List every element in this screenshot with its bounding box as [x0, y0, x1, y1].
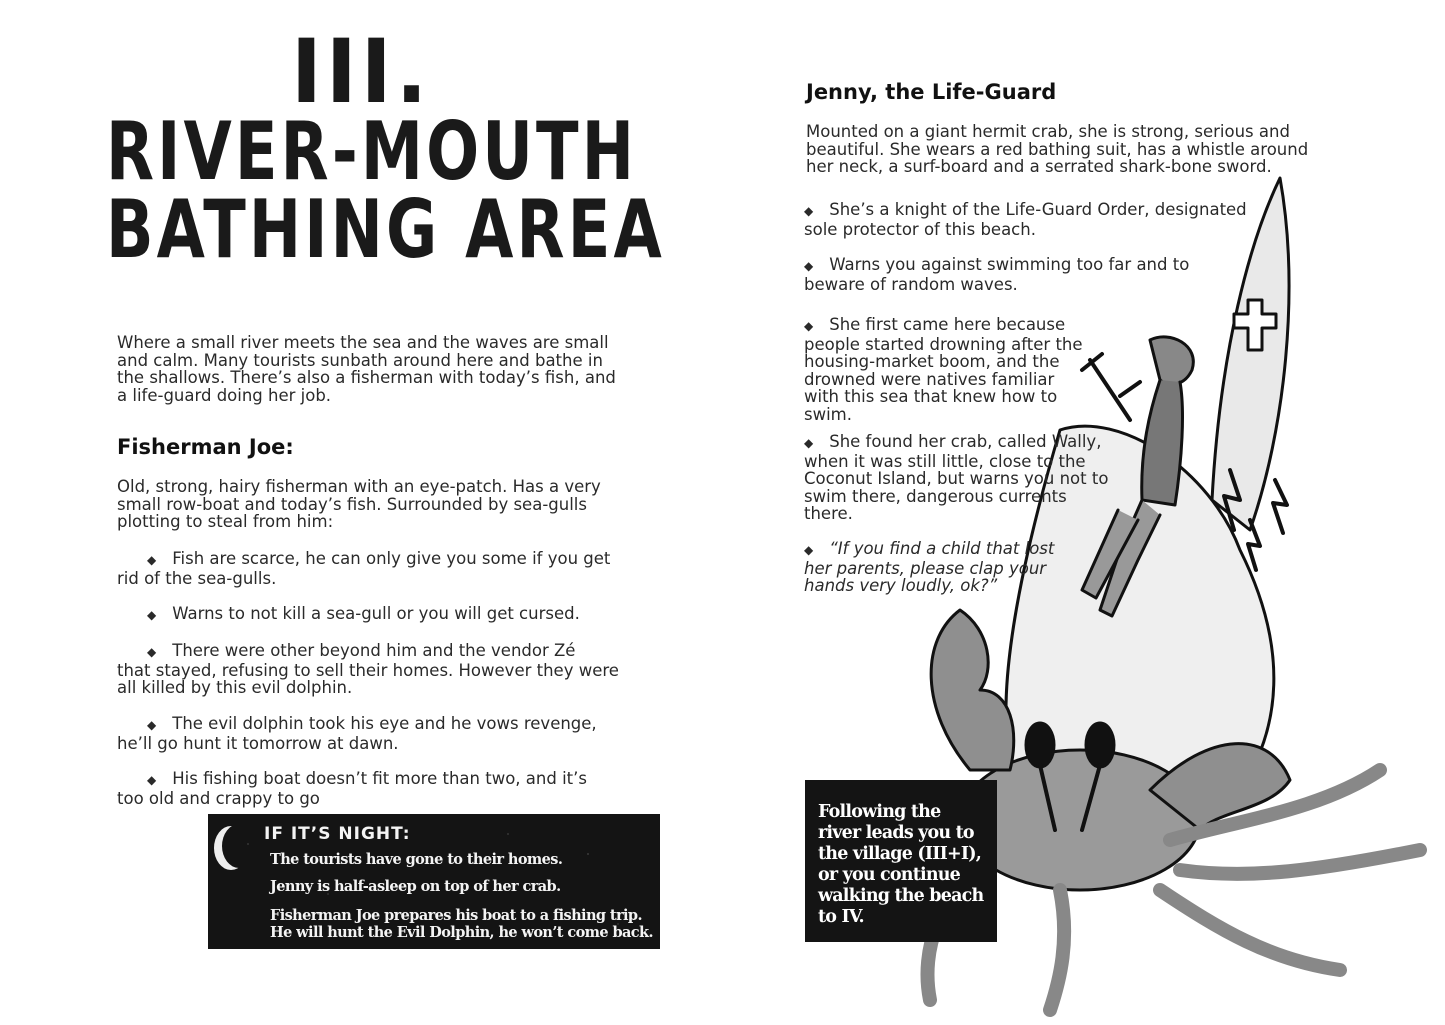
description-line: beautiful. She wears a red bathing suit, has a whistle around [806, 139, 1309, 159]
chapter-title-line-2: BATHING AREA [106, 183, 665, 276]
lifeguard-bullet: ◆ Warns you against swimming too far and to beware of random waves. [804, 255, 1190, 294]
intro-line: and calm. Many tourists sunbath around here and bathe in [117, 350, 603, 370]
bullet-icon: ◆ [804, 543, 814, 557]
lifeguard-bullet: ◆ She first came here because people started drowning after the housing-market boom, and the drowned were natives familiar with this sea that knew how to swim. [804, 315, 1083, 424]
fisherman-bullet: ◆ His fishing boat doesn’t fit more than two, and it’s too old and crappy to go [117, 769, 587, 808]
bullet-icon: ◆ [804, 319, 814, 333]
night-info-box [208, 814, 660, 949]
intro-paragraph [117, 334, 616, 404]
chapter-number: III. [290, 20, 432, 123]
intro-line: Where a small river meets the sea and the waves are small [117, 333, 609, 352]
night-line: The tourists have gone to their homes. [270, 851, 563, 868]
lifeguard-heading: Jenny, the Life-Guard [806, 80, 1057, 104]
bullet-icon: ◆ [804, 436, 814, 450]
fisherman-bullet: ◆ The evil dolphin took his eye and he vows revenge, he’ll go hunt it tomorrow at dawn. [117, 714, 597, 753]
crab-claw-left [931, 610, 1014, 770]
chapter-title-line-1: RIVER-MOUTH [106, 105, 638, 198]
fisherman-bullet: ◆ Warns to not kill a sea-gull or you will get cursed. [147, 604, 580, 623]
intro-line: a life-guard doing her job. [117, 385, 332, 405]
directions-box [805, 780, 997, 942]
description-line: Old, strong, hairy fisherman with an eye-patch. Has a very [117, 477, 601, 496]
bullet-icon: ◆ [147, 718, 157, 732]
description-line: her neck, a surf-board and a serrated shark-bone sword. [806, 157, 1272, 176]
lifeguard-description [806, 123, 1308, 176]
fisherman-description [117, 478, 601, 531]
intro-line: the shallows. There’s also a fisherman with today’s fish, and [117, 368, 616, 387]
lifeguard-bullet: ◆ She found her crab, called Wally, when it was still little, close to the Coconut Island, but warns you not to swim there, dangerous currents there. [804, 432, 1109, 523]
bullet-icon: ◆ [147, 645, 157, 659]
description-line: Mounted on a giant hermit crab, she is strong, serious and [806, 122, 1290, 141]
bullet-icon: ◆ [147, 553, 157, 567]
description-line: small row-boat and today’s fish. Surrounded by sea-gulls [117, 494, 587, 514]
lifeguard-bullet: ◆ She’s a knight of the Life-Guard Order, designated sole protector of this beach. [804, 200, 1247, 239]
fisherman-heading: Fisherman Joe: [117, 435, 294, 459]
bullet-icon: ◆ [804, 204, 814, 218]
description-line: plotting to steal from him: [117, 512, 334, 531]
night-line: He will hunt the Evil Dolphin, he won’t come back. [270, 924, 653, 941]
night-line: Fisherman Joe prepares his boat to a fishing trip. [270, 907, 642, 924]
bullet-icon: ◆ [804, 259, 814, 273]
fisherman-bullet: ◆ There were other beyond him and the vendor Zé that stayed, refusing to sell their homes. However they were all killed by this evil dolphin. [117, 641, 619, 697]
night-box-title: IF IT’S NIGHT: [264, 824, 411, 844]
lifeguard-quote: ◆ “If you find a child that lost her parents, please clap your hands very loudly, ok?” [804, 539, 1055, 595]
fisherman-bullet: ◆ Fish are scarce, he can only give you some if you get rid of the sea-gulls. [117, 549, 611, 588]
bullet-icon: ◆ [147, 773, 157, 787]
night-line: Jenny is half-asleep on top of her crab. [270, 878, 561, 895]
lifeguard-figure [1150, 337, 1193, 384]
moon-icon [222, 824, 256, 868]
bullet-icon: ◆ [147, 608, 157, 622]
directions-text: Following the river leads you to the village (III+I), or you continue walking the beach to IV. [818, 802, 984, 927]
sword-icon [1082, 354, 1140, 420]
